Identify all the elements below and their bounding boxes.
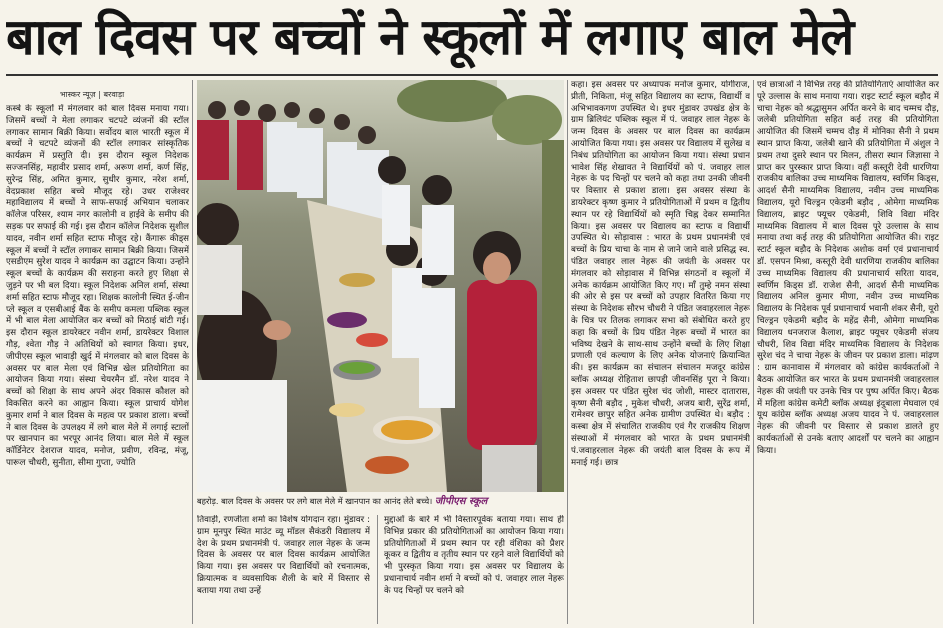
column-divider-below-photo	[377, 515, 378, 624]
below-photo-2-text: मुद्दाओं के बारे में भी विस्तारपूर्वक बताया गया। साथ ही विभिन्न प्रकार की प्रतियोगिताओं का आयोजन किया गया। प्रतियोगिताओं में प्रथम स्थान पर रही वंशिका को प्रैशर कूकर व द्वितीय व तृतीय स्थान पर रहने वाले विद्यार्थियों को भी पुरस्कृत किया गया। इस अवसर पर विद्यालय के प्रधानाचार्य नवीन शर्मा ने बच्चों को पं. जवाहर लाल नेहरू के पद चिन्हों पर चलने को	[384, 515, 564, 596]
byline: भास्कर न्यूज़ | बरवाड़ा	[60, 90, 125, 99]
column-divider-2	[567, 80, 568, 624]
photo-credit: जीपीएस स्कूल	[434, 496, 488, 507]
headline-rule	[6, 74, 938, 76]
column-2-text: कहा। इस अवसर पर अध्यापक मनोज कुमार, योगीराज, प्रीती, निकिता, मंजू सहित विद्यालय का स्टाफ, विद्यार्थी व अभिभावकगण उपस्थित थे। इधर मुंडावर उपखंड क्षेत्र के ग्राम ब्रिलियंट पब्लिक स्कूल में पं. जवाहर लाल नेहरू के जन्म दिवस के अवसर पर बाल दिवस का कार्यक्रम आयोजित किया गया। इस अवसर पर विद्यालय में सुलेख व निबंध प्रतियोगिता का आयोजन किया गया। संस्था प्रधान भावेश सिंह शेखावत ने विद्यार्थियों को पं. जवाहर लाल नेहरू के पद चिन्हों पर चलने को कहा तथा उनकी जीवनी पर विस्तार से प्रकाश डाला। इस अवसर संस्था के डायरेक्टर कृष्ण कुमार ने प्रतियोगिताओं में प्रथम व द्वितीय स्थान पर रहे विद्यार्थियों को स्मृति चिह्न देकर सम्मानित किया। इस अवसर पर विद्यालय का स्टाफ व विद्यार्थी उपस्थित थे। सोड़ावास : भारत के प्रथम प्रधानमंत्री एवं बच्चों के प्रिय चाचा के नाम से जाने जाने वाले प्रसिद्ध स्व. पंडित जवाहर लाल नेहरू की जयंती के अवसर पर मंगलवार को सोड़ावास में विभिन्न संगठनों व स्कूलों में अनेक कार्यक्रम आयोजित किए गए। माँ तुम्हे नमन संस्था की ओर से इस पर बच्चों को उपहार वितरित किया गए संस्था के निदेशक सौरभ चौधरी ने पंडित जवाहरलाल नेहरू के चित्र पर तिलक लगाकर सभा को संबोधित करते हुए कहा कि बच्चों के प्रिय पंडित नेहरू बच्चों में भारत का भविष्य देखने के साथ-साथ उन्होंने बच्चों के लिए शिक्षा प्रणाली एवं कल्याण के लिए अनेक योजनाएं क्रियान्वित की। इस कार्यक्रम का संचालन संचालन मजदूर कांग्रेस ब्लॉक अध्यक्ष रोहिताश छापड़ी जीवनसिंह पूरा ने किया। इस अवसर पर पंडित सुरेश चंद जोशी, मास्टर दातारास, कृष्ण सैनी बड़ौद , मुकेश चौधरी, अजय बारी, सुरेंद्र शर्मा, रामेश्वर छापुर सहित अनेक ग्रामीण उपस्थित थे। बड़ौद : कस्बा क्षेत्र में संचालित राजकीय एवं गैर राजकीय शिक्षण संस्थाओं में मंगलवार को भारत के प्रथम प्रधानमंत्री पं.जवाहरलाल नेहरू की जयंती बाल दिवस के रूप में मनाई गई। छात्र	[571, 80, 750, 468]
article-column-2	[571, 80, 750, 624]
article-column-3	[757, 80, 939, 624]
column-3-text: एवं छात्राओं ने विभिन्न तरह की प्रतियोगिताएं आयोजित कर पूरे उल्लास के साथ मनाया गया। राइट स्टार्ट स्कूल बड़ौद में चाचा नेहरू को श्रद्धासुमन अर्पित करने के बाद चम्मच दौड़, जलेबी प्रतियोगिता सहित कई तरह की प्रतियोगिता आयोजित की जिसमें चम्मच दौड़ में मोनिका सैनी ने प्रथम स्थान प्राप्त किया, जलेबी खाने की प्रतियोगिता में अंशुल ने प्रथम तथा दुसरे स्थान पर मिलन, तीसरा स्थान जिज्ञासा ने प्राप्त कर पुरस्कार प्राप्त किया। वहीं कस्तूरी देवी धारणिया राजकीय बालिका उच्च माध्यमिक विद्यालय, स्वर्णिम किड्स, आदर्श सैनी माध्यमिक विद्यालय, नवीन उच्च माध्यमिक विद्यालय, यूरो चिल्ड्रन एकेडमी बड़ौद , ओमेगा माध्यमिक विद्यालय, ब्राइट फ्यूचर एकेडमी, शिवि विद्या मंदिर माध्यमिक विद्यालय में बाल दिवस पूरे उल्लास के साथ मनाया तथा कई तरह की प्रतियोगिता आयोजित की। राइट स्टार्ट स्कूल बड़ौद के निदेशक अशोक वर्मा एवं प्रधानाचार्य डॉ. एसपन मिश्रा, कस्तूरी देवी धारणिया राजकीय बालिका उच्च माध्यमिक विद्यालय की प्रधानाचार्य सरिता यादव, स्वर्णिम किड्स डॉ. राजेश सैनी, आदर्श सैनी माध्यमिक विद्यालय अनिल कुमार मीणा, नवीन उच्च माध्यमिक विद्यालय के निदेशक पूर्व प्रधानाचार्य भवानी शंकर सैनी, यूरो चिल्ड्रन एकेडमी बड़ौद के महेंद्र सैनी, ओमेगा माध्यमिक विद्यालय धनजराज कैलाश, ब्राइट फ्यूचर एकेडमी संजय चौधरी, शिव विद्या मंदिर माध्यमिक विद्यालय के निदेशक सुरेश चंद ने चाचा नेहरू के जीवन पर प्रकाश डाला। मांढ़ण : ग्राम कानावास में मंगलवार को कांग्रेस कार्यकर्ताओं ने बैठक आयोजित कर भारत के प्रथम प्रधानमंत्री जवाहरलाल नेहरू की जयंती पर उनके चित्र पर पुष्प अर्पित किए। बैठक में महिला कांग्रेस कमेटी ब्लॉक अध्यक्ष इंदुबाला मेघवाल एवं यूथ कांग्रेस ब्लॉक अध्यक्ष अजय यादव ने पं. जवाहरलाल नेहरू की जीवनी पर विस्तार से प्रकाश डालते हुए कार्यकर्ताओं से उनके बताए आदर्शों पर चलने का आह्वान किया।	[757, 80, 939, 456]
caption-text: बहरोड़. बाल दिवस के अवसर पर लगे बाल मेले में खानपान का आनंद लेते बच्चे।	[197, 496, 433, 506]
below-photo-column-2	[384, 515, 564, 624]
headline: बाल दिवस पर बच्चों ने स्कूलों में लगाए बाल मेले	[6, 8, 854, 66]
children-fair-photo	[197, 80, 564, 492]
below-photo-column-1	[197, 515, 370, 624]
below-photo-1-text: तिवाड़ी, रणजीता शर्मा का विशेष योगदान रहा। मुंडावर : ग्राम मूनपुर स्थित माउंट व्यू मॉडल सैकंडरी विद्यालय में देश के प्रथम प्रधानमंत्री पं. जवाहर लाल नेहरू के जन्म दिवस के अवसर पर बाल दिवस कार्यक्रम आयोजित किया गया। इस अवसर पर विद्यार्थियों को रचनात्मक, क्रियात्मक व व्यवसायिक शैली के बारे में विस्तार से बताया गया तथा उन्हें	[197, 515, 370, 596]
column-divider-1	[192, 80, 193, 624]
photo-illustration	[197, 80, 564, 492]
column-1-text: कस्बे के स्कूलों में मंगलवार को बाल दिवस मनाया गया। जिसमें बच्चों ने मेला लगाकर चटपटे व्यंजनों की स्टॉल लगाकर सामान बिक्री किया। सर्वोदय बाल भारती स्कूल में बच्चों ने चटपटे व्यंजनों की स्टॉल लगाकर सांस्कृतिक कार्यक्रम में प्रस्तुति दी। इस दौरान स्कूल निदेशक सज्जनसिंह, महावीर प्रसाद शर्मा, अरूण शर्मा, कर्ण सिंह, सुरेन्द्र सिंह, अमित कुमार, सुधीर कुमार, नरेश शर्मा, वेदप्रकाश सहित बच्चे मौजूद रहे। उधर राजेश्वर महाविद्यालय में बच्चों ने साफ-सफाई अभियान चलाकर कॉलेज परिसर, श्याम नगर कालोनी व हाईवे के समीप की सड़क पर सफाई की गई। इस दौरान कॉलेज निदेशक सुशील यादव, नवीन शर्मा सहित स्टाफ मौजूद रहे। कैंगारू कीड्स स्कूल में बच्चों ने स्टॉल लगाकर सामान बिक्री किया। जिसमें एसडीएम सुरेश यादव ने कार्यक्रम का उद्घाटन किया। उन्होंने स्कूल बच्चों के कार्यक्रम की सराहना करते हुए शिक्षा से जुड़ने पर भी बल दिया। स्कूल निदेशक अनिल शर्मा, संस्था शर्मा सहित स्टाफ मौजूद रहा। शिक्षक कालोनी स्थित ई-जीन प्ले स्कूल व एसबीआई बैंक के समीप कमला पब्लिक स्कूल में भी बाल मेला आयोजित कर बच्चों को मिठाई बांटी गई। इस दौरान स्कूल डायरेक्टर नवीन शर्मा, डायरेक्टर विशाल गौड़, श्वेता गौड़ ने अतिथियों को स्वागत किया। इधर, जीपीएस स्कूल भावाड़ी खुर्द में मंगलवार को बाल दिवस के अवसर पर बाल मेला एवं विभिन्न खेल प्रतियोगिता का आयोजन किया गया। संस्था चेयरमैन डॉ. नरेश यादव ने बच्चों को शिक्षा के साथ अपने अंदर विकास कौशल को विकसित करने का आह्वान किया। स्कूल प्राचार्य योगेश कुमार शर्मा ने बाल दिवस के महत्व पर प्रकाश डाला। बच्चों ने बाल दिवस के उपलक्ष्य में लगे बाल मेले में लगाई स्टालों पर खानपान का भरपूर आनंद लिया। बाल मेले में स्कूल कॉर्डिनेटर देशराज यादव, मनोज, प्रवीण, रविन्द्र, मंजू, पारूल चौधरी, सुनीता, सीमा गुप्ता, ज्योति	[6, 104, 189, 468]
photo-caption	[197, 492, 564, 510]
article-column-1	[6, 104, 189, 624]
column-divider-3	[753, 80, 754, 624]
